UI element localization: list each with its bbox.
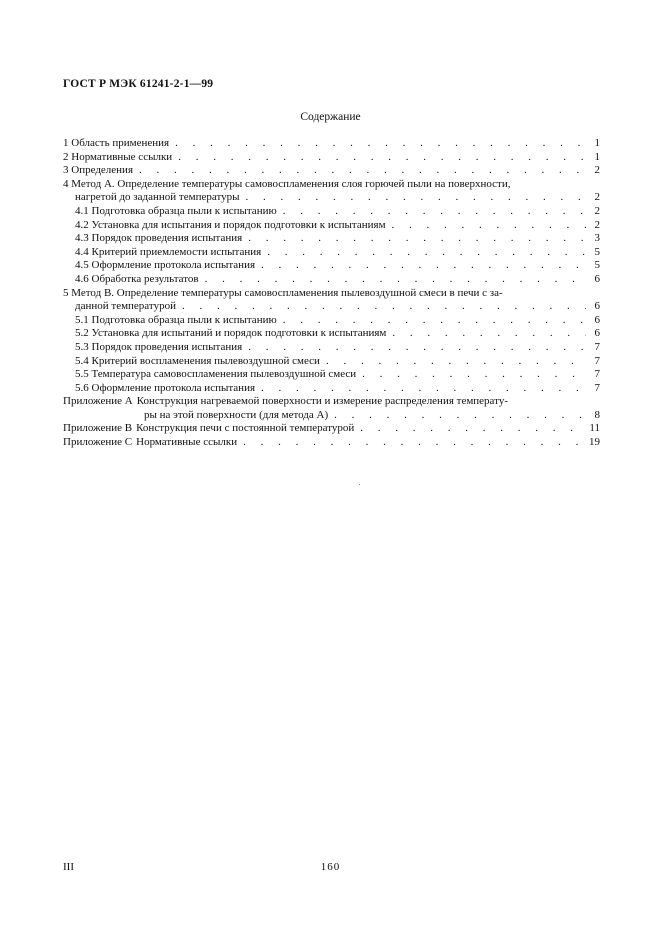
toc-entry-text: 4.1 Подготовка образца пыли к испытанию [75, 204, 277, 217]
toc-entry [63, 219, 600, 233]
leader-dots [199, 273, 586, 287]
leader-dots [242, 341, 586, 355]
toc-entry-text-continued: нагретой до заданной температуры [75, 191, 240, 204]
leader-dots [237, 436, 586, 450]
leader-dots [133, 164, 586, 178]
leader-dots [328, 409, 586, 423]
toc-entry-text: 5.3 Порядок проведения испытания [75, 340, 243, 353]
toc-entry [63, 273, 600, 287]
toc-annex-entry [63, 422, 600, 436]
scan-speck [359, 484, 360, 485]
leader-dots [255, 259, 586, 273]
leader-dots [242, 232, 586, 246]
toc-entry-page: 7 [594, 368, 600, 381]
annex-label: Приложение С [63, 436, 133, 449]
leader-dots [261, 246, 586, 260]
toc-entry-text: 2 Нормативные ссылки [63, 150, 173, 163]
toc-annex-entry [63, 395, 600, 422]
leader-dots [240, 191, 587, 205]
leader-dots [386, 327, 586, 341]
toc-entry-page: 1 [594, 137, 600, 149]
leader-dots [277, 314, 586, 328]
toc-entry-text: 4.4 Критерий приемлемости испытания [75, 245, 262, 258]
toc-entry [63, 137, 600, 151]
leader-dots [386, 219, 586, 233]
annex-title: Конструкция нагреваемой поверхности и измерение распределения температу- [136, 395, 508, 408]
toc-entry [63, 327, 600, 341]
annex-label: Приложение А [63, 395, 133, 408]
toc-entry-text: 1 Область применения [63, 137, 170, 149]
toc-entry [63, 368, 600, 382]
toc-entry-text: 4.3 Порядок проведения испытания [75, 232, 243, 245]
annex-title-continued: ры на этой поверхности (для метода А) [144, 408, 329, 421]
toc-entry-page: 1 [594, 150, 600, 163]
toc-entry-page: 2 [594, 218, 600, 231]
toc-entry-page: 5 [594, 245, 600, 258]
toc-entry-text: 4.6 Обработка результатов [75, 272, 199, 285]
leader-dots [354, 422, 586, 436]
toc-entry-text: 5.2 Установка для испытаний и порядок подготовки к испытаниям [75, 327, 387, 340]
toc-entry-page: 2 [594, 191, 600, 204]
toc-entry [63, 355, 600, 369]
toc-entry-text: 5.1 Подготовка образца пыли к испытанию [75, 313, 277, 326]
toc-entry [63, 382, 600, 396]
toc-entry-page: 11 [589, 422, 600, 435]
leader-dots [172, 151, 586, 165]
toc-entry-page: 6 [594, 313, 600, 326]
annex-title: Конструкция печи с постоянной температурой [136, 422, 355, 435]
toc-entry-page: 7 [594, 381, 600, 394]
leader-dots [169, 137, 586, 151]
toc-entry-page: 8 [594, 408, 600, 421]
toc-entry [63, 259, 600, 273]
toc-entry [63, 232, 600, 246]
toc-entry-text: 4.5 Оформление протокола испытания [75, 259, 256, 272]
toc-entry [63, 246, 600, 260]
annex-title: Нормативные ссылки [136, 436, 238, 449]
leader-dots [176, 300, 586, 314]
toc-entry [63, 205, 600, 219]
toc-entry [63, 314, 600, 328]
toc-entry-page: 7 [594, 340, 600, 353]
toc-entry-page: 19 [589, 436, 600, 449]
toc-entry-text: 4.2 Установка для испытания и порядок подготовки к испытаниям [75, 218, 386, 231]
table-of-contents [63, 137, 600, 450]
toc-entry-page: 2 [594, 204, 600, 217]
toc-entry-page: 7 [594, 354, 600, 367]
toc-entry [63, 164, 600, 178]
toc-annex-entry [63, 436, 600, 450]
roman-page-number: III [63, 861, 74, 873]
toc-entry-page: 5 [594, 259, 600, 272]
leader-dots [356, 368, 586, 382]
toc-entry-page: 6 [594, 327, 600, 340]
toc-entry-text: 5 Метод В. Определение температуры самовоспламенения пылевоздушной смеси в печи с за- [63, 286, 503, 299]
toc-entry-text: 5.6 Оформление протокола испытания [75, 381, 256, 394]
toc-entry-text: 5.4 Критерий воспламенения пылевоздушной смеси [75, 354, 320, 367]
leader-dots [255, 382, 586, 396]
toc-title: Содержание [300, 111, 361, 123]
annex-label: Приложение В [63, 422, 133, 435]
toc-entry-text-continued: данной температурой [75, 300, 176, 313]
toc-entry [63, 178, 600, 205]
toc-entry-text: 3 Определения [63, 164, 134, 177]
toc-entry [63, 287, 600, 314]
document-code: ГОСТ Р МЭК 61241-2-1—99 [63, 78, 214, 90]
toc-entry-page: 3 [594, 232, 600, 245]
toc-entry-text: 5.5 Температура самовоспламенения пылевоздушной смеси [75, 368, 357, 381]
toc-entry-page: 6 [594, 272, 600, 285]
toc-entry-text: 4 Метод А. Определение температуры самовоспламенения слоя горючей пыли на поверхности, [63, 177, 511, 190]
toc-entry [63, 151, 600, 165]
toc-entry [63, 341, 600, 355]
toc-entry-page: 6 [594, 300, 600, 313]
leader-dots [320, 355, 586, 369]
leader-dots [277, 205, 586, 219]
toc-entry-page: 2 [594, 164, 600, 177]
page-number: 160 [320, 861, 341, 873]
